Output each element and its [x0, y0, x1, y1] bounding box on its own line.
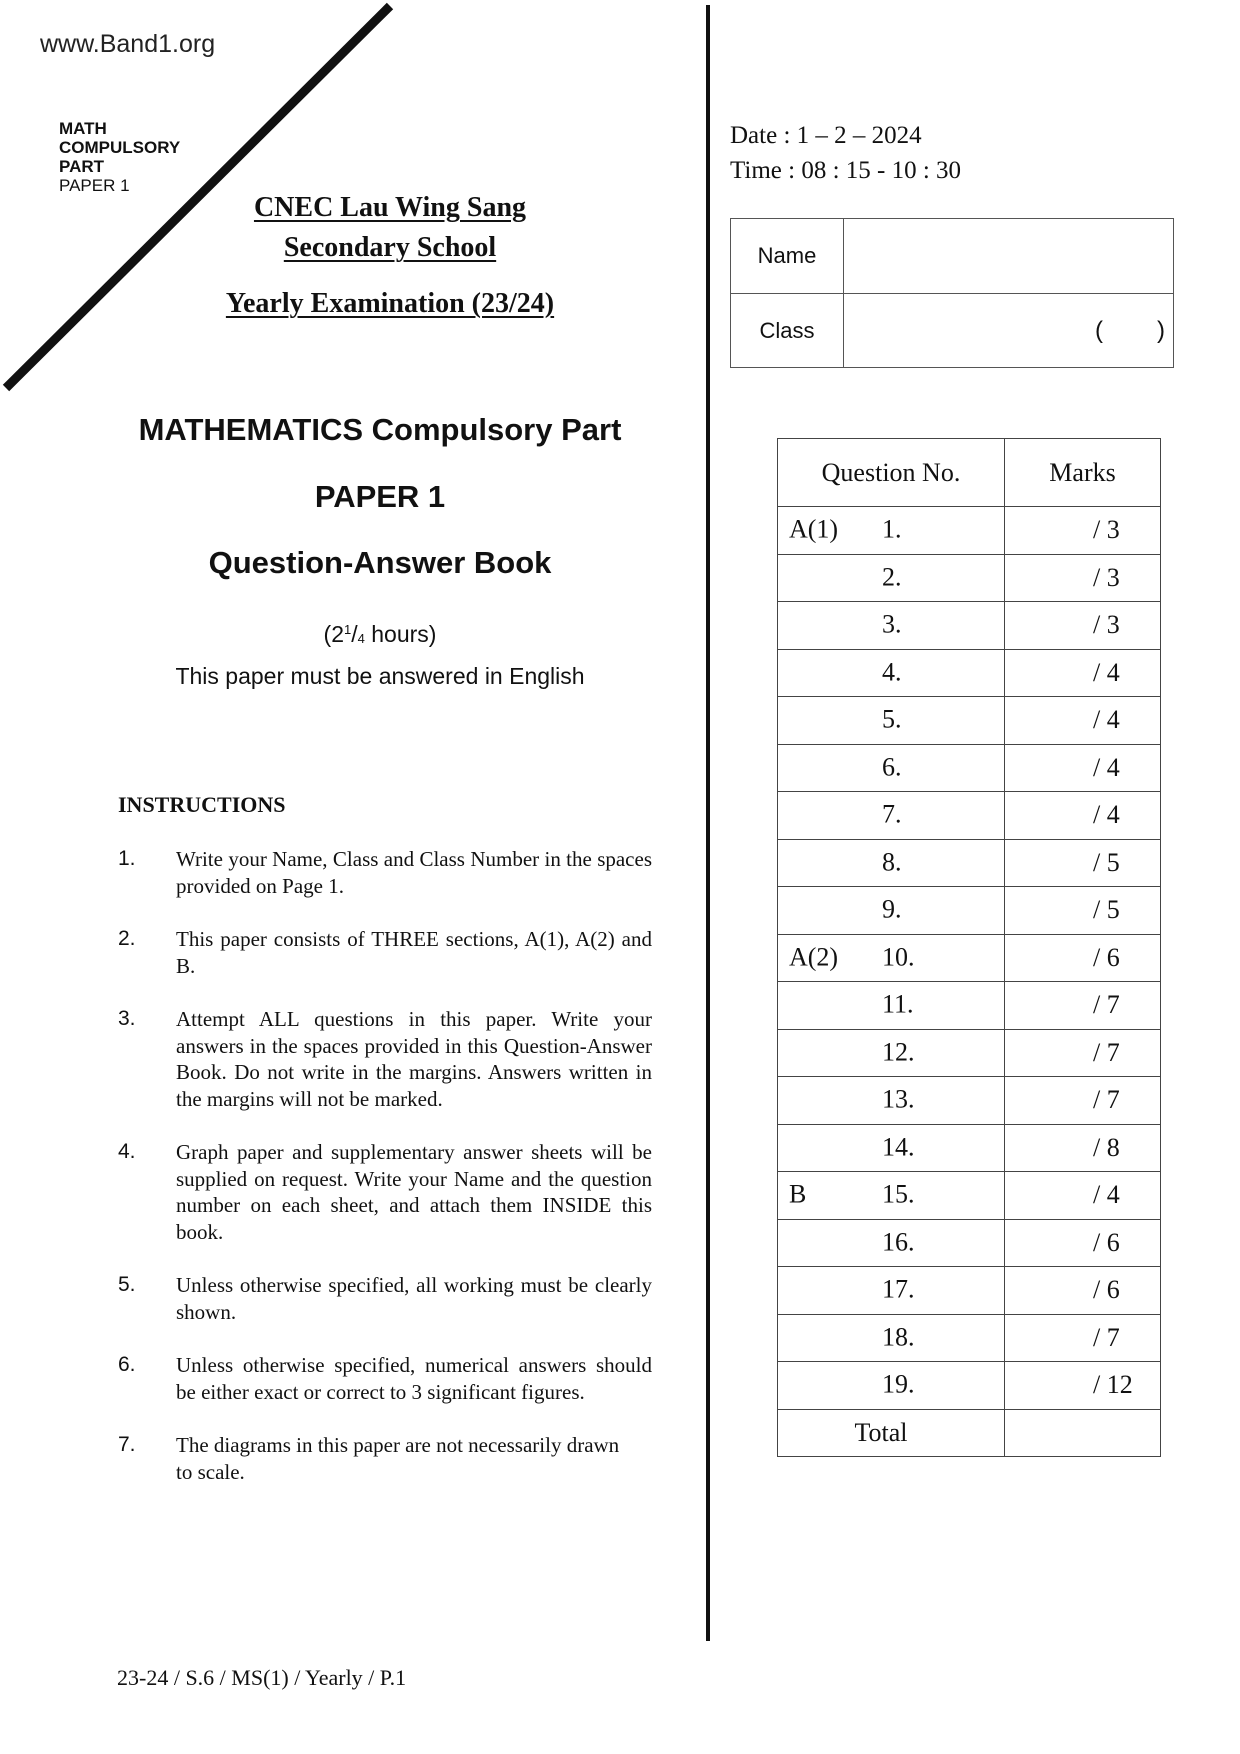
- instruction-item: [118, 1006, 652, 1112]
- instruction-item: [118, 926, 652, 979]
- question-cell: [778, 792, 1005, 840]
- table-header-row: [778, 439, 1161, 507]
- question-number: 10.: [882, 942, 915, 972]
- marks-cell[interactable]: / 4: [1005, 1172, 1161, 1220]
- table-row: [778, 602, 1161, 650]
- marks-table-body: [778, 507, 1161, 1457]
- corner-label-line: PAPER 1: [59, 176, 130, 195]
- question-cell: [778, 1077, 1005, 1125]
- question-number: 14.: [882, 1132, 915, 1162]
- header-marks: Marks: [1005, 439, 1161, 507]
- question-number: 3.: [882, 609, 902, 639]
- table-row: [778, 1077, 1161, 1125]
- table-row: [778, 1314, 1161, 1362]
- instruction-text: Unless otherwise specified, numerical answers should be either exact or correct to 3 significant figures.: [176, 1353, 652, 1404]
- question-cell: [778, 697, 1005, 745]
- instruction-text: Graph paper and supplementary answer sheets will be supplied on request. Write your Name and the question number on each sheet, and attach them INSIDE this book.: [176, 1140, 652, 1244]
- exam-time: Time : 08 : 15 - 10 : 30: [730, 157, 962, 184]
- watermark-url: www.Band1.org: [40, 30, 216, 58]
- question-cell: [778, 1124, 1005, 1172]
- name-row: [731, 219, 1173, 293]
- marks-cell[interactable]: / 3: [1005, 602, 1161, 650]
- table-row: [778, 1219, 1161, 1267]
- table-row: [778, 839, 1161, 887]
- instructions-section: [118, 792, 652, 1512]
- name-field[interactable]: [844, 219, 1173, 293]
- duration-denominator: 4: [357, 631, 365, 646]
- question-number: 12.: [882, 1037, 915, 1067]
- question-cell: [778, 507, 1005, 555]
- exam-date: Date : 1 – 2 – 2024: [730, 122, 922, 149]
- page-footer: 23-24 / S.6 / MS(1) / Yearly / P.1: [117, 1665, 407, 1690]
- question-cell: [778, 1219, 1005, 1267]
- instruction-number: 3.: [118, 1007, 136, 1030]
- marks-table: [777, 438, 1161, 1457]
- question-number: 19.: [882, 1369, 915, 1399]
- table-row: [778, 1124, 1161, 1172]
- question-cell: [778, 602, 1005, 650]
- class-row: [731, 293, 1173, 367]
- question-cell: [778, 1172, 1005, 1220]
- marks-cell[interactable]: / 12: [1005, 1362, 1161, 1410]
- question-cell: [778, 839, 1005, 887]
- name-label: Name: [731, 219, 844, 293]
- corner-label-line: MATH: [59, 119, 107, 138]
- instruction-item: [118, 1352, 652, 1405]
- question-number: 11.: [882, 989, 914, 1019]
- instruction-item: [118, 1272, 652, 1325]
- question-number: 5.: [882, 704, 902, 734]
- question-cell: [778, 934, 1005, 982]
- total-label: Total: [778, 1409, 1005, 1457]
- section-label: A(1): [789, 514, 839, 544]
- instructions-heading: INSTRUCTIONS: [118, 792, 286, 817]
- class-number-close-paren: ): [1157, 316, 1165, 344]
- table-row: [778, 887, 1161, 935]
- question-cell: [778, 554, 1005, 602]
- instruction-item: [118, 846, 652, 899]
- question-number: 9.: [882, 894, 902, 924]
- table-row: [778, 1362, 1161, 1410]
- table-row: [778, 1267, 1161, 1315]
- class-label: Class: [731, 294, 844, 367]
- table-row: [778, 649, 1161, 697]
- marks-cell[interactable]: / 3: [1005, 507, 1161, 555]
- marks-cell[interactable]: / 7: [1005, 1314, 1161, 1362]
- instructions-list: [118, 846, 652, 1485]
- question-number: 4.: [882, 657, 902, 687]
- corner-label-line: COMPULSORY: [59, 138, 181, 157]
- marks-cell[interactable]: / 3: [1005, 554, 1161, 602]
- duration-numerator: 1: [344, 622, 352, 637]
- marks-cell[interactable]: / 5: [1005, 887, 1161, 935]
- duration: ($2^1/_4$ hours): [323, 621, 437, 647]
- school-name-line2: Secondary School: [283, 232, 497, 263]
- marks-cell[interactable]: / 4: [1005, 744, 1161, 792]
- header-question-no: Question No.: [778, 439, 1005, 507]
- instruction-item: [118, 1139, 652, 1245]
- table-row: [778, 934, 1161, 982]
- instruction-number: 6.: [118, 1353, 136, 1376]
- question-cell: [778, 1362, 1005, 1410]
- duration-unit: hours: [371, 621, 429, 647]
- question-cell: [778, 1029, 1005, 1077]
- marks-cell[interactable]: / 7: [1005, 1029, 1161, 1077]
- subject-title: MATHEMATICS Compulsory Part: [138, 412, 622, 447]
- paper-number: PAPER 1: [314, 479, 446, 514]
- table-row: [778, 697, 1161, 745]
- language-note: This paper must be answered in English: [175, 663, 585, 689]
- duration-whole: 2: [331, 621, 344, 647]
- instruction-number: 4.: [118, 1140, 136, 1163]
- class-number-open-paren: (: [1095, 316, 1103, 344]
- section-label: B: [789, 1179, 807, 1209]
- instruction-number: 1.: [118, 847, 136, 870]
- question-number: 7.: [882, 799, 902, 829]
- table-row: [778, 982, 1161, 1030]
- question-cell: [778, 1267, 1005, 1315]
- corner-label-line: PART: [59, 157, 105, 176]
- marks-cell[interactable]: / 5: [1005, 839, 1161, 887]
- table-row: [778, 554, 1161, 602]
- marks-cell[interactable]: / 8: [1005, 1124, 1161, 1172]
- question-number: 6.: [882, 752, 902, 782]
- marks-cell[interactable]: / 4: [1005, 649, 1161, 697]
- section-label: A(2): [789, 942, 839, 972]
- marks-cell[interactable]: / 4: [1005, 792, 1161, 840]
- total-row: [778, 1409, 1161, 1457]
- marks-cell[interactable]: / 6: [1005, 934, 1161, 982]
- question-number: 17.: [882, 1274, 915, 1304]
- marks-cell[interactable]: / 6: [1005, 1219, 1161, 1267]
- instruction-number: 7.: [118, 1433, 136, 1456]
- instruction-text: The diagrams in this paper are not necessarily drawn to scale.: [176, 1433, 620, 1484]
- question-number: 15.: [882, 1179, 915, 1209]
- paper-title-block: [100, 412, 660, 690]
- book-title: Question-Answer Book: [208, 545, 552, 580]
- question-number: 13.: [882, 1084, 915, 1114]
- question-cell: [778, 744, 1005, 792]
- school-heading: [190, 188, 590, 324]
- instruction-text: Unless otherwise specified, all working must be clearly shown.: [176, 1273, 652, 1324]
- question-number: 1.: [882, 514, 902, 544]
- marks-cell[interactable]: / 6: [1005, 1267, 1161, 1315]
- vertical-divider-line: [706, 5, 710, 1641]
- instruction-number: 2.: [118, 927, 136, 950]
- marks-cell[interactable]: / 7: [1005, 1077, 1161, 1125]
- question-cell: [778, 982, 1005, 1030]
- exam-datetime: [730, 118, 961, 188]
- question-cell: [778, 887, 1005, 935]
- class-field[interactable]: [844, 294, 1173, 367]
- question-cell: [778, 1314, 1005, 1362]
- exam-title: Yearly Examination (23/24): [225, 288, 555, 319]
- table-row: [778, 1029, 1161, 1077]
- question-cell: [778, 649, 1005, 697]
- table-row: [778, 507, 1161, 555]
- instruction-item: [118, 1432, 652, 1485]
- question-number: 8.: [882, 847, 902, 877]
- student-id-box: [730, 218, 1174, 368]
- table-row: [778, 1172, 1161, 1220]
- instruction-text: Attempt ALL questions in this paper. Write your answers in the spaces provided in this Question-Answer Book. Do not write in the margins. Answers written in the margins will not be marked.: [176, 1007, 652, 1111]
- instruction-number: 5.: [118, 1273, 136, 1296]
- total-value-field[interactable]: [1005, 1409, 1161, 1457]
- school-name-line1: CNEC Lau Wing Sang: [253, 192, 527, 223]
- question-number: 18.: [882, 1322, 915, 1352]
- instruction-text: This paper consists of THREE sections, A(1), A(2) and B.: [176, 927, 652, 978]
- table-row: [778, 792, 1161, 840]
- table-row: [778, 744, 1161, 792]
- instruction-text: Write your Name, Class and Class Number in the spaces provided on Page 1.: [176, 847, 652, 898]
- marks-cell[interactable]: / 7: [1005, 982, 1161, 1030]
- question-number: 16.: [882, 1227, 915, 1257]
- marks-cell[interactable]: / 4: [1005, 697, 1161, 745]
- question-number: 2.: [882, 562, 902, 592]
